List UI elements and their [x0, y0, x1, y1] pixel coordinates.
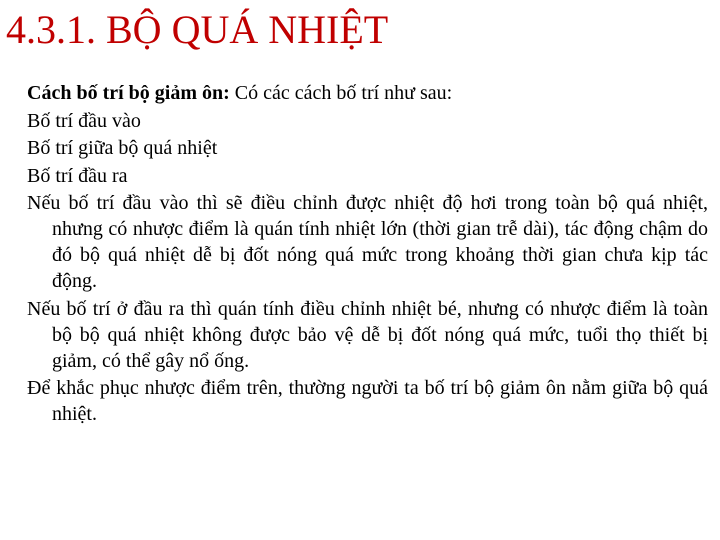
- option-inlet: Bố trí đầu vào: [27, 109, 141, 132]
- slide-body: [27, 80, 708, 429]
- slide-title: 4.3.1. BỘ QUÁ NHIỆT: [6, 7, 389, 52]
- paragraph-inlet-effect: Nếu bố trí đầu vào thì sẽ điều chỉnh được nhiệt độ hơi trong toàn bộ quá nhiệt, nhưng có nhược điểm là quán tính nhiệt lớn (thời gian trễ dài), tác động chậm do đó bộ quá nhiệt dễ bị đốt nóng quá mức trong khoảng thời gian chưa kịp tác động.: [27, 192, 708, 292]
- intro-lead: Cách bố trí bộ giảm ôn:: [27, 82, 230, 104]
- option-middle: Bố trí giữa bộ quá nhiệt: [27, 137, 218, 159]
- option-outlet: Bố trí đầu ra: [27, 164, 128, 187]
- intro-text: Có các cách bố trí như sau:: [229, 82, 453, 104]
- paragraph-solution: Để khắc phục nhược điểm trên, thường người ta bố trí bộ giảm ôn nằm giữa bộ quá nhiệt.: [27, 377, 708, 425]
- intro-paragraph: [27, 80, 708, 106]
- paragraph-outlet-effect: Nếu bố trí ở đầu ra thì quán tính điều chỉnh nhiệt bé, nhưng có nhược điểm là toàn bộ bộ quá nhiệt không được bảo vệ dễ bị đốt nóng quá mức, tuổi thọ thiết bị giảm, có thể gây nổ ống.: [27, 297, 708, 372]
